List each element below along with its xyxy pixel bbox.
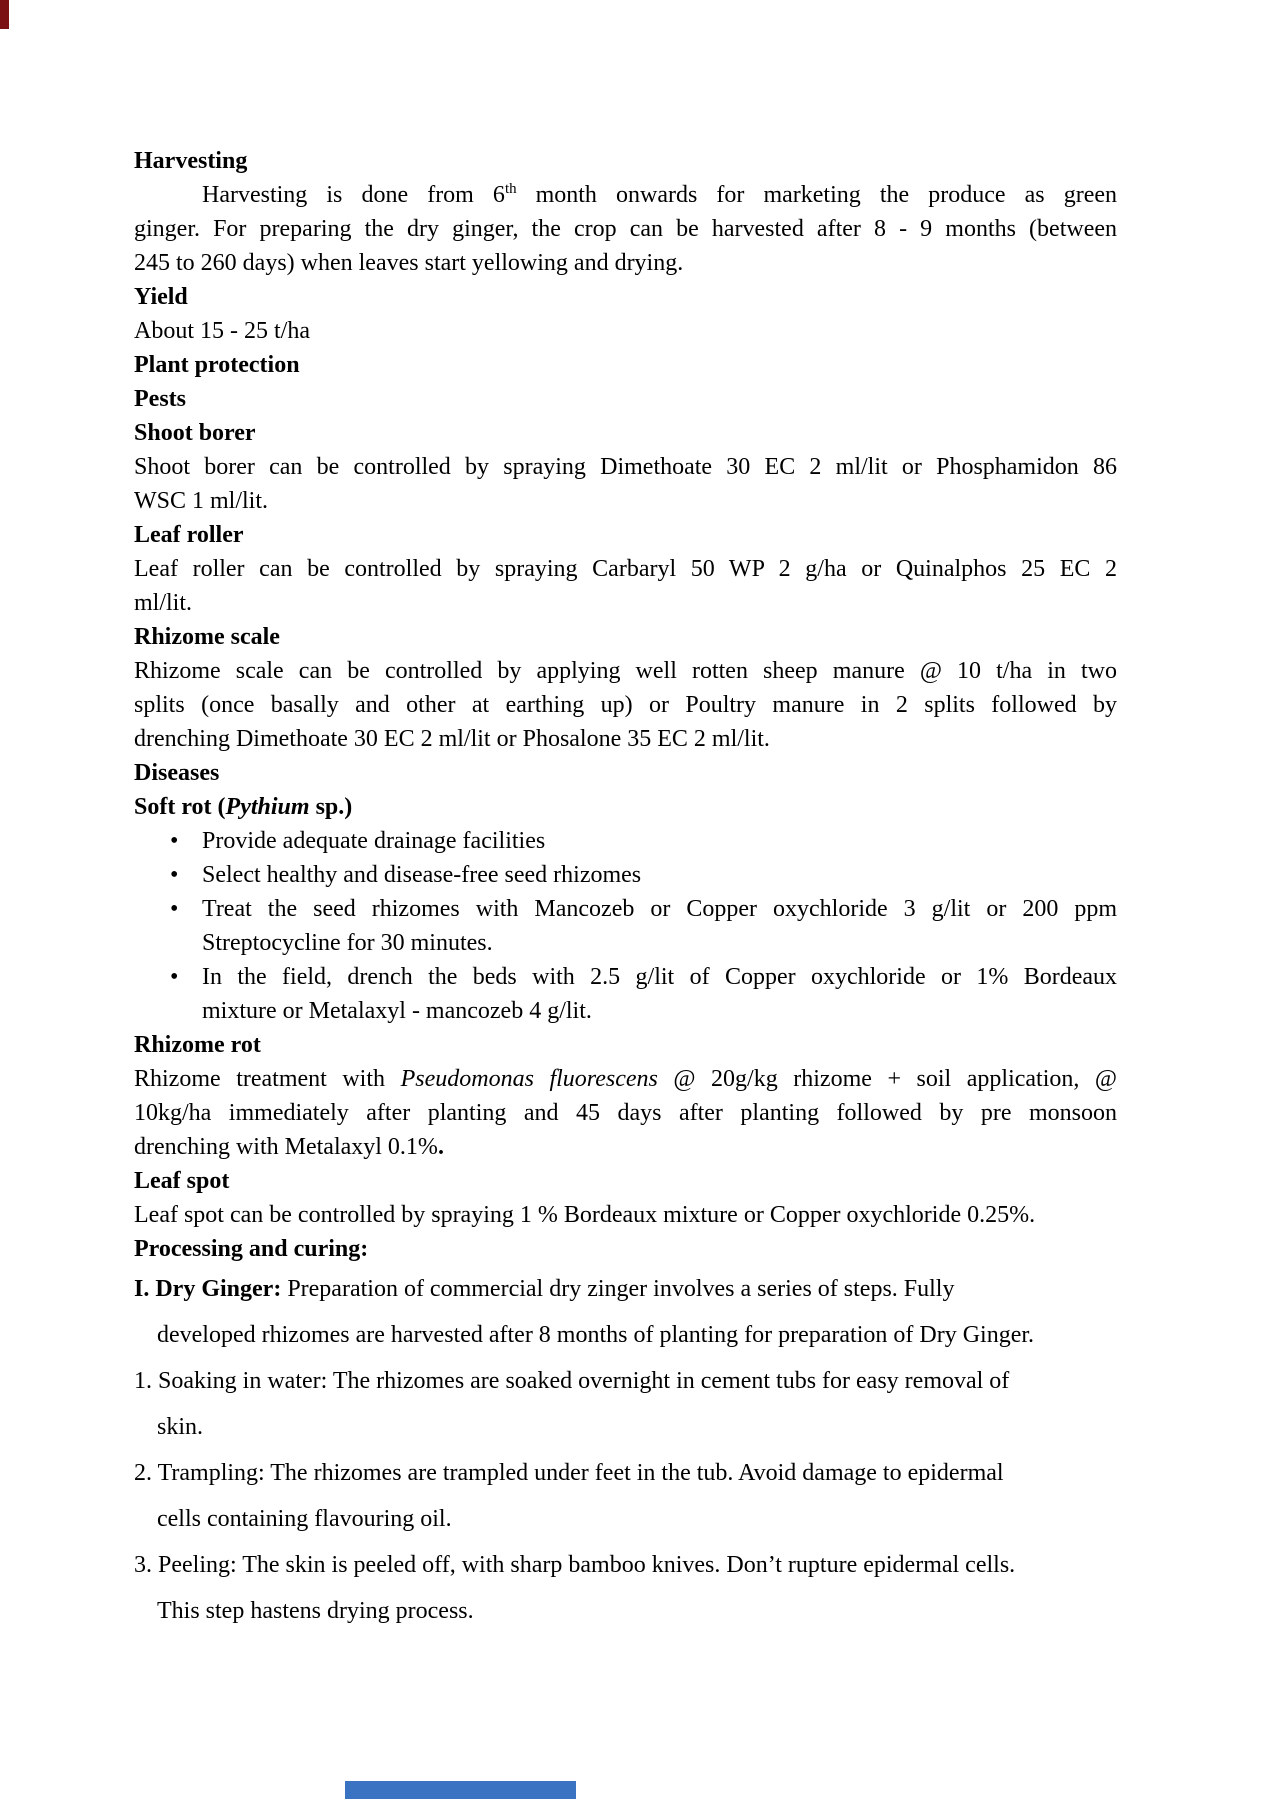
heading-plant-protection: Plant protection bbox=[134, 352, 300, 378]
bullet-item-continuation: Streptocycline for 30 minutes. bbox=[202, 930, 493, 956]
text-run: month onwards for marketing the produce as green bbox=[516, 182, 1117, 208]
paragraph-dry-ginger-line2: developed rhizomes are harvested after 8 months of planting for preparation of Dry Ginger. bbox=[157, 1322, 1035, 1348]
text-run-bold: . bbox=[437, 1134, 444, 1160]
bullet-icon: • bbox=[170, 862, 179, 888]
step-number: 1. bbox=[134, 1368, 152, 1394]
step-text: Trampling: The rhizomes are trampled under feet in the tub. Avoid damage to epidermal bbox=[152, 1460, 1004, 1486]
heading-leaf-spot: Leaf spot bbox=[134, 1168, 230, 1194]
numbered-step-continuation: skin. bbox=[157, 1414, 204, 1440]
bullet-text: Select healthy and disease-free seed rhizomes bbox=[202, 862, 642, 888]
step-text: Soaking in water: The rhizomes are soaked overnight in cement tubs for easy removal of bbox=[152, 1368, 1010, 1394]
step-number: 3. bbox=[134, 1552, 152, 1578]
paragraph-rhizome-scale-line1: Rhizome scale can be controlled by applying well rotten sheep manure @ 10 t/ha in two bbox=[134, 658, 1117, 684]
text-run: Rhizome treatment with bbox=[134, 1066, 401, 1092]
bullet-item bbox=[134, 892, 1117, 926]
text-run: sp.) bbox=[309, 794, 353, 820]
paragraph-rhizome-scale-line3: drenching Dimethoate 30 EC 2 ml/lit or Phosalone 35 EC 2 ml/lit. bbox=[134, 726, 770, 752]
heading-soft-rot bbox=[134, 790, 1117, 824]
numbered-step-continuation: cells containing flavouring oil. bbox=[157, 1506, 452, 1532]
text-run: Harvesting is done from 6 bbox=[202, 182, 505, 208]
bullet-item bbox=[134, 858, 1117, 892]
bullet-text: Provide adequate drainage facilities bbox=[202, 828, 546, 854]
page-edge-artifact bbox=[0, 0, 9, 29]
heading-yield: Yield bbox=[134, 284, 188, 310]
step-number: 2. bbox=[134, 1460, 152, 1486]
heading-rhizome-scale: Rhizome scale bbox=[134, 624, 280, 650]
numbered-step bbox=[134, 1358, 1117, 1404]
paragraph-leaf-spot: Leaf spot can be controlled by spraying 1 % Bordeaux mixture or Copper oxychloride 0.25%. bbox=[134, 1202, 1036, 1228]
numbered-step-continuation: This step hastens drying process. bbox=[157, 1598, 474, 1624]
paragraph-shoot-borer-line2: WSC 1 ml/lit. bbox=[134, 488, 269, 514]
run-in-heading-dry-ginger: I. Dry Ginger: bbox=[134, 1276, 282, 1302]
numbered-step bbox=[134, 1542, 1117, 1588]
heading-pests: Pests bbox=[134, 386, 186, 412]
document-content bbox=[134, 144, 1117, 1634]
bullet-icon: • bbox=[170, 896, 179, 922]
step-text: Peeling: The skin is peeled off, with sharp bamboo knives. Don’t rupture epidermal cells. bbox=[152, 1552, 1016, 1578]
paragraph-rhizome-rot-line3 bbox=[134, 1130, 1117, 1164]
paragraph-yield: About 15 - 25 t/ha bbox=[134, 318, 310, 344]
section-lower bbox=[134, 1266, 1117, 1634]
text-run-italic: Pythium bbox=[225, 794, 310, 820]
paragraph-leaf-roller-line1: Leaf roller can be controlled by spraying Carbaryl 50 WP 2 g/ha or Quinalphos 25 EC 2 bbox=[134, 556, 1117, 582]
heading-processing-and-curing: Processing and curing: bbox=[134, 1236, 369, 1262]
bullet-icon: • bbox=[170, 964, 179, 990]
heading-shoot-borer: Shoot borer bbox=[134, 420, 256, 446]
heading-leaf-roller: Leaf roller bbox=[134, 522, 244, 548]
bottom-bar-artifact bbox=[345, 1781, 576, 1799]
bullet-item bbox=[134, 960, 1117, 994]
bullet-text: In the field, drench the beds with 2.5 g/lit of Copper oxychloride or 1% Bordeaux bbox=[202, 964, 1117, 990]
section-upper bbox=[134, 144, 1117, 1266]
paragraph-rhizome-rot-line1 bbox=[134, 1062, 1117, 1096]
paragraph-harvesting-line2: ginger. For preparing the dry ginger, the crop can be harvested after 8 - 9 months (between bbox=[134, 216, 1117, 242]
paragraph-rhizome-scale-line2: splits (once basally and other at earthing up) or Poultry manure in 2 splits followed by bbox=[134, 692, 1117, 718]
heading-diseases: Diseases bbox=[134, 760, 220, 786]
bullet-item-continuation: mixture or Metalaxyl - mancozeb 4 g/lit. bbox=[202, 998, 592, 1024]
paragraph-harvesting-line3: 245 to 260 days) when leaves start yellowing and drying. bbox=[134, 250, 684, 276]
heading-rhizome-rot: Rhizome rot bbox=[134, 1032, 261, 1058]
text-run: drenching with Metalaxyl 0.1% bbox=[134, 1134, 438, 1160]
text-run: Soft rot ( bbox=[134, 794, 226, 820]
bullet-item bbox=[134, 824, 1117, 858]
paragraph-rhizome-rot-line2: 10kg/ha immediately after planting and 45 days after planting followed by pre monsoon bbox=[134, 1100, 1117, 1126]
bullet-text: Treat the seed rhizomes with Mancozeb or Copper oxychloride 3 g/lit or 200 ppm bbox=[202, 896, 1117, 922]
bullet-icon: • bbox=[170, 828, 179, 854]
numbered-step bbox=[134, 1450, 1117, 1496]
text-run-italic: Pseudomonas fluorescens bbox=[400, 1066, 658, 1092]
text-run: @ 20g/kg rhizome + soil application, @ bbox=[657, 1066, 1118, 1092]
paragraph-dry-ginger-line1 bbox=[134, 1266, 1117, 1312]
heading-harvesting: Harvesting bbox=[134, 148, 248, 174]
superscript-th: th bbox=[504, 181, 517, 197]
paragraph-shoot-borer-line1: Shoot borer can be controlled by spraying Dimethoate 30 EC 2 ml/lit or Phosphamidon 86 bbox=[134, 454, 1117, 480]
text-run: Preparation of commercial dry zinger involves a series of steps. Fully bbox=[281, 1276, 955, 1302]
paragraph-harvesting-line1 bbox=[134, 178, 1117, 212]
paragraph-leaf-roller-line2: ml/lit. bbox=[134, 590, 193, 616]
